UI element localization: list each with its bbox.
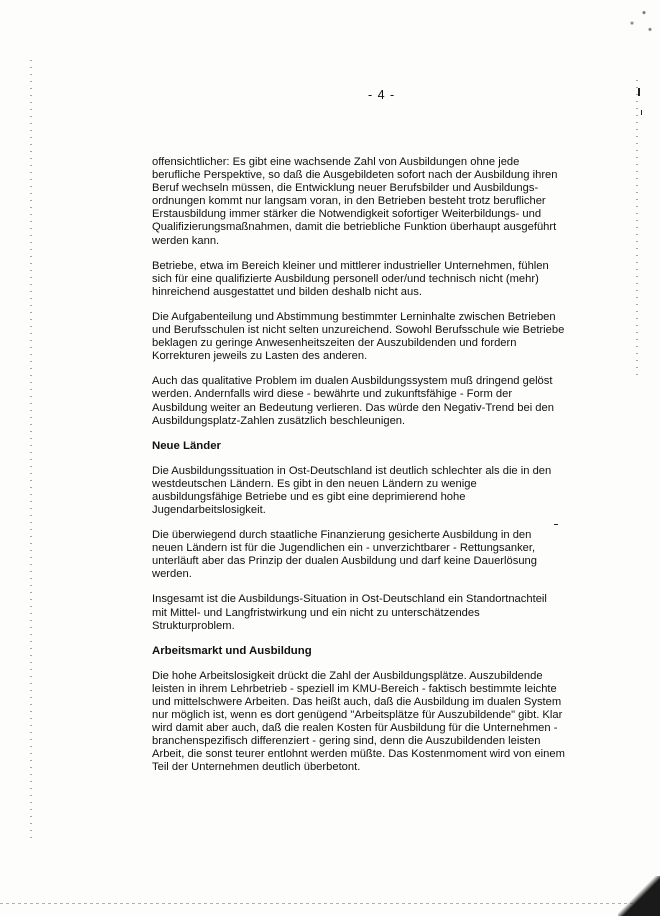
scan-mark	[638, 88, 640, 96]
paragraph: Die hohe Arbeitslosigkeit drückt die Zahl der Ausbildungsplätze. Auszubildende leisten in ihrem Lehrbetrieb - speziell im KMU-Bereich - faktisch bestimmte leichte und mittelschwere Arbeiten. Das heißt auch, daß die Ausbildung im dualen System nur möglich ist, wenn es dort genügend "Arbeitsplätze für Auszubildende" gibt. Klar wird damit aber auch, daß die realen Kosten für Ausbildung für die Unternehmen - branchenspezifisch differenziert - gering sind, denn die Auszubildenden leisten Arbeit, die sonst teurer entlohnt werden müßte. Das Kostenmoment wird von einem Teil der Unternehmen deutlich überbetont.	[152, 669, 565, 774]
paragraph: Die Ausbildungssituation in Ost-Deutschland ist deutlich schlechter als die in den westdeutschen Ländern. Es gibt in den neuen Ländern zu wenige ausbildungsfähige Betriebe und es gibt eine deprimierend hohe Jugendarbeitslosigkeit.	[152, 464, 552, 516]
scan-edge-dots-right	[636, 80, 638, 380]
paragraph: Auch das qualitative Problem im dualen Ausbildungssystem muß dringend gelöst werden. Andernfalls wird diese - bewährte und zukunftsfähige - Form der Ausbildung weiter an Bedeutung verlieren. Das würde den Negativ-Trend bei den Ausbildungsplatz-Zahlen zusätzlich beschleunigen.	[152, 375, 554, 427]
scan-artifact-top-right	[616, 0, 656, 42]
scan-artifact-bottom-right	[618, 876, 660, 916]
scan-bottom-edge	[0, 903, 640, 904]
paragraph: Insgesamt ist die Ausbildungs-Situation in Ost-Deutschland ein Standortnachteil mit Mittel- und Langfristwirkung und ein nicht zu unterschätzendes Strukturproblem.	[152, 593, 547, 632]
section-heading-arbeitsmarkt: Arbeitsmarkt und Ausbildung	[152, 644, 312, 657]
paragraph: offensichtlicher: Es gibt eine wachsende Zahl von Ausbildungen ohne jede berufliche Perspektive, so daß die Ausgebildeten sofort nach der Ausbildung ihren Beruf wechseln müssen, die Entwicklung neuer Berufsbilder und Ausbildungs- ordnungen kommt nur langsam voran, in den Betrieben besteht trotz beruflicher Erstausbildung immer stärker die Notwendigkeit sofortiger Weiterbildungs- und Qualifizierungsmaßnahmen, damit die betriebliche Funktion überhaupt ausgeführt werden kann.	[152, 156, 558, 247]
scan-mark	[641, 110, 642, 115]
page-number: - 4 -	[368, 88, 396, 102]
document-body	[152, 156, 572, 786]
scan-edge-dots-left	[30, 60, 32, 840]
section-heading-neue-laender: Neue Länder	[152, 439, 221, 452]
paragraph: Betriebe, etwa im Bereich kleiner und mittlerer industrieller Unternehmen, fühlen sich für eine qualifizierte Ausbildung personell oder/und technisch nicht (mehr) hinreichend ausgestattet und bilden deshalb nicht aus.	[152, 259, 549, 298]
paragraph: Die überwiegend durch staatliche Finanzierung gesicherte Ausbildung in den neuen Ländern ist für die Jugendlichen ein - unverzichtbarer - Rettungsanker, unterläuft aber das Prinzip der dualen Ausbildung und darf keine Dauerlösung werden.	[152, 529, 537, 581]
paragraph: Die Aufgabenteilung und Abstimmung bestimmter Lerninhalte zwischen Betrieben und Berufsschulen ist nicht selten unzureichend. Sowohl Berufsschule wie Betriebe beklagen zu geringe Anwesenheitszeiten der Auszubildenden und fordern Korrekturen jeweils zu Lasten des anderen.	[152, 310, 565, 363]
